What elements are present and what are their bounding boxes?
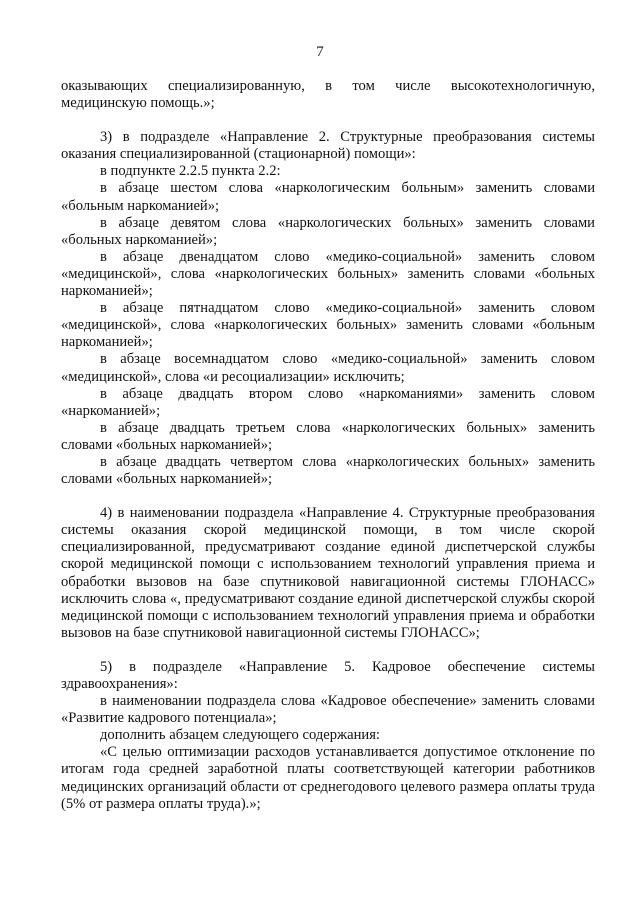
paragraph: в подпункте 2.2.5 пункта 2.2: <box>100 163 281 180</box>
paragraph: 3) в подразделе «Направление 2. Структурные преобразования системы оказания специализированной (стационарной) помощи»: <box>61 129 595 163</box>
paragraph: в абзаце двадцать четвертом слова «наркологических больных» заменить словами «больных наркоманией»; <box>61 453 595 488</box>
paragraph: «С целью оптимизации расходов устанавливается допустимое отклонение по итогам года средней заработной платы соответствующей категории работников медицинских организаций области от среднегодового целевого размера оплаты труда (5% от размера оплаты труда).»; <box>61 744 595 812</box>
paragraph: в абзаце двенадцатом слово «медико-социальной» заменить словом «медицинской», слова «наркологических больных» заменить словами «больных наркоманией»; <box>61 248 595 300</box>
page-number: 7 <box>316 44 324 60</box>
paragraph: в абзаце шестом слова «наркологическим больным» заменить словами «больным наркоманией»; <box>61 180 595 214</box>
paragraph: в абзаце восемнадцатом слово «медико-социальной» заменить словом «медицинской», слова «и ресоциализации» исключить; <box>61 351 595 385</box>
paragraph: в абзаце девятом слова «наркологических больных» заменить словами «больных наркоманией»; <box>61 214 595 248</box>
paragraph: в абзаце двадцать втором слово «наркоманиями» заменить словом «наркоманией»; <box>61 385 595 419</box>
paragraph: дополнить абзацем следующего содержания: <box>100 727 380 744</box>
paragraph: в абзаце двадцать третьем слова «наркологических больных» заменить словами «больных наркоманией»; <box>61 419 595 453</box>
paragraph: в наименовании подраздела слова «Кадровое обеспечение» заменить словами «Развитие кадрового потенциала»; <box>61 693 595 727</box>
paragraph: 4) в наименовании подраздела «Направление 4. Структурные преобразования системы оказания скорой медицинской помощи, в том числе скорой специализированной, предусматривают создание единой диспетчерской службы скорой медицинской помощи с использованием технологий управления приема и обработки вызовов на базе спутниковой навигационной системы ГЛОНАСС» исключить слова «, предусматривают создание единой диспетчерской службы скорой медицинской помощи с использованием технологий управления приема и обработки вызовов на базе спутниковой навигационной системы ГЛОНАСС»; <box>61 505 595 641</box>
paragraph: 5) в подразделе «Направление 5. Кадровое обеспечение системы здравоохранения»: <box>61 658 595 692</box>
paragraph: оказывающих специализированную, в том числе высокотехнологичную, медицинскую помощь.»; <box>61 78 595 112</box>
document-body <box>61 78 595 813</box>
paragraph: в абзаце пятнадцатом слово «медико-социальной» заменить словом «медицинской», слова «наркологических больных» заменить словами «больным наркоманией»; <box>61 300 595 351</box>
